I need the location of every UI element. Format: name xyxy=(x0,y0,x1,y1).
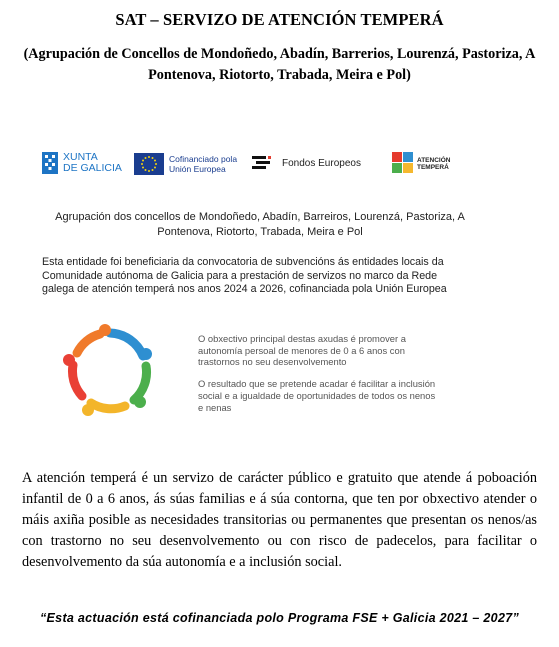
puzzle-icon xyxy=(392,152,414,176)
logo-strip xyxy=(0,148,559,184)
xunta-line1: XUNTA xyxy=(63,151,98,163)
beneficiary-text: Esta entidade foi beneficiaria da convocatoria de subvencións ás entidades locais da Comunidade autónoma de Galicia para a prestación de servizos no marco da Rede galega de atención temperá nos anos 2024 a 2026, cofinanciada pola Unión Europea xyxy=(42,256,447,295)
eu-logo xyxy=(134,153,237,175)
atencion-tempera-logo xyxy=(392,152,450,176)
objective-1: O obxectivo principal destas axudas é promover a autonomía persoal de menores de 0 a 6 anos con trastornos no seu desenvolvemento xyxy=(198,333,406,368)
description-paragraph: A atención temperá é un servizo de carácter público e gratuito que atende á poboación infantil de 0 a 6 anos, ás súas familias e á súa contorna, que ten por obxectivo atender o máis axiña posible as necesidades transitorias ou permanentes que presentan os nenos/as con trastorno no seu desenvolvemento ou con risco de padecelos, para facilitar o desenvolvemento da súa autonomía e a inclusión social. xyxy=(22,470,537,570)
fondos-europeos-icon xyxy=(250,154,276,172)
inclusion-circle-icon xyxy=(60,320,160,420)
eu-line2: Unión Europea xyxy=(169,164,226,174)
group-line1: Agrupación dos concellos de Mondoñedo, Abadín, Barreiros, Lourenzá, Pastoriza, A xyxy=(55,211,465,223)
objective-2: O resultado que se pretende acadar é facilitar a inclusión social e a igualdade de oportunidades de todos os nenos e nenas xyxy=(198,378,436,413)
eu-line1: Cofinanciado pola xyxy=(169,154,238,164)
fondos-label: Fondos Europeos xyxy=(282,157,361,169)
eu-flag-icon xyxy=(134,153,164,175)
funding-footer: “Esta actuación está cofinanciada polo Programa FSE + Galicia 2021 – 2027” xyxy=(40,611,519,625)
objectives xyxy=(198,333,436,423)
xunta-shield-icon xyxy=(42,152,58,174)
atencion-line1: ATENCIÓN xyxy=(417,157,451,164)
fondos-europeos-logo xyxy=(250,154,361,172)
xunta-line2: DE GALICIA xyxy=(63,162,122,174)
atencion-line2: TEMPERÁ xyxy=(417,164,449,171)
group-text xyxy=(40,210,480,240)
group-line2: Pontenova, Riotorto, Trabada, Meira e Pol xyxy=(157,226,363,238)
page-title: SAT – SERVIZO DE ATENCIÓN TEMPERÁ xyxy=(115,10,444,29)
page-subtitle: (Agrupación de Concellos de Mondoñedo, Abadín, Barrerios, Lourenzá, Pastoriza, A Pontenova, Riotorto, Trabada, Meira e Pol) xyxy=(23,46,536,83)
xunta-logo xyxy=(42,152,122,174)
